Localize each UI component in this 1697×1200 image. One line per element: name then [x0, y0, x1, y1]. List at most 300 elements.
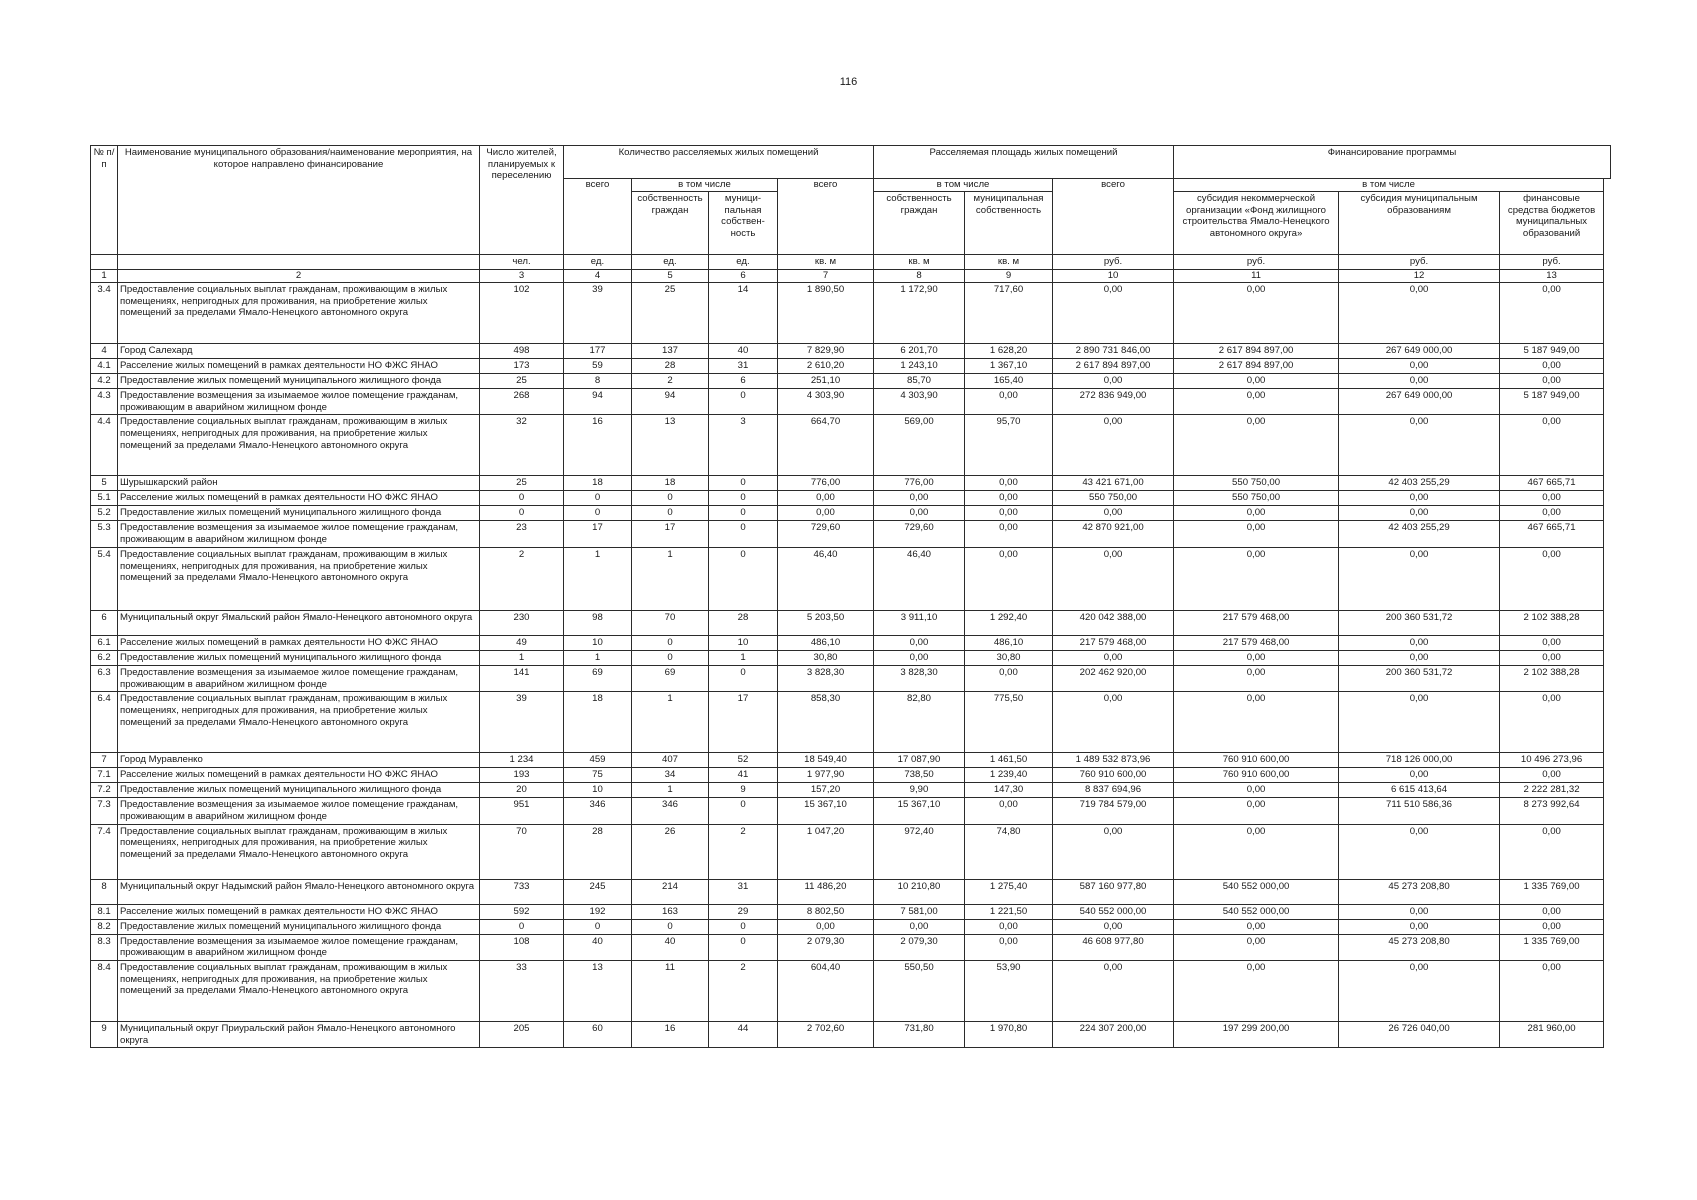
units-cell	[118, 255, 480, 270]
header-qty-own: собственность граждан	[632, 192, 709, 255]
row-value-cell: 550 750,00	[1174, 476, 1339, 491]
row-value-cell: 1 292,40	[965, 610, 1053, 635]
row-value-cell: 420 042 388,00	[1053, 610, 1174, 635]
row-value-cell: 165,40	[965, 374, 1053, 389]
header-name: Наименование муниципального образования/наименование мероприятия, на которое направлено финансирование	[118, 146, 480, 255]
row-name-cell: Предоставление возмещения за изымаемое жилое помещение гражданам, проживающим в аварийном жилищном фонде	[118, 934, 480, 960]
row-number-cell: 5.2	[91, 506, 118, 521]
row-value-cell: 467 665,71	[1500, 521, 1604, 547]
row-value-cell: 53,90	[965, 961, 1053, 1022]
row-value-cell: 23	[480, 521, 564, 547]
header-num: № п/п	[91, 146, 118, 255]
row-name-cell: Предоставление жилых помещений муниципального жилищного фонда	[118, 783, 480, 798]
row-number-cell: 8	[91, 879, 118, 904]
row-value-cell: 0	[564, 919, 632, 934]
col-number: 11	[1174, 270, 1339, 283]
row-value-cell: 26	[632, 824, 709, 879]
row-value-cell: 2 079,30	[874, 934, 965, 960]
row-value-cell: 39	[480, 692, 564, 753]
row-value-cell: 604,40	[778, 961, 874, 1022]
row-number-cell: 4	[91, 344, 118, 359]
row-value-cell: 1 367,10	[965, 359, 1053, 374]
row-value-cell: 200 360 531,72	[1339, 665, 1500, 691]
row-value-cell: 31	[709, 359, 778, 374]
row-value-cell: 40	[709, 344, 778, 359]
row-value-cell: 16	[632, 1022, 709, 1048]
row-value-cell: 0,00	[1174, 547, 1339, 610]
row-value-cell: 6 201,70	[874, 344, 965, 359]
table-row	[91, 904, 1611, 919]
row-value-cell: 1	[480, 650, 564, 665]
header-area-mun: муниципальная собственность	[965, 192, 1053, 255]
row-value-cell: 177	[564, 344, 632, 359]
row-value-cell: 0,00	[965, 934, 1053, 960]
row-value-cell: 8	[564, 374, 632, 389]
row-value-cell: 733	[480, 879, 564, 904]
row-number-cell: 8.1	[91, 904, 118, 919]
row-value-cell: 0	[632, 491, 709, 506]
row-value-cell: 0,00	[965, 476, 1053, 491]
table-row	[91, 415, 1611, 476]
row-value-cell: 3	[709, 415, 778, 476]
row-number-cell: 6.1	[91, 635, 118, 650]
row-value-cell: 17	[632, 521, 709, 547]
row-value-cell: 0,00	[1339, 547, 1500, 610]
row-value-cell: 205	[480, 1022, 564, 1048]
row-value-cell: 40	[564, 934, 632, 960]
row-value-cell: 1 172,90	[874, 283, 965, 344]
row-value-cell: 3 911,10	[874, 610, 965, 635]
row-value-cell: 1	[564, 650, 632, 665]
row-value-cell: 18	[632, 476, 709, 491]
row-name-cell: Предоставление социальных выплат гражданам, проживающим в жилых помещениях, непригодных для проживания, на приобретение жилых помещений за пределами Ямало-Ненецкого автономного округа	[118, 692, 480, 753]
row-value-cell: 0,00	[1053, 283, 1174, 344]
row-value-cell: 0,00	[874, 650, 965, 665]
table-row	[91, 389, 1611, 415]
row-value-cell: 0,00	[778, 491, 874, 506]
row-value-cell: 0,00	[1339, 650, 1500, 665]
row-value-cell: 0,00	[1500, 359, 1604, 374]
row-value-cell: 45 273 208,80	[1339, 934, 1500, 960]
row-value-cell: 2	[709, 961, 778, 1022]
row-value-cell: 1 335 769,00	[1500, 934, 1604, 960]
row-value-cell: 0,00	[778, 506, 874, 521]
row-value-cell: 738,50	[874, 768, 965, 783]
row-number-cell: 8.4	[91, 961, 118, 1022]
table-row	[91, 650, 1611, 665]
row-value-cell: 0,00	[1174, 374, 1339, 389]
row-value-cell: 147,30	[965, 783, 1053, 798]
unit-cell: руб.	[1500, 255, 1604, 270]
col-number: 13	[1500, 270, 1604, 283]
row-number-cell: 7.3	[91, 798, 118, 824]
row-number-cell: 6.2	[91, 650, 118, 665]
row-name-cell: Расселение жилых помещений в рамках деятельности НО ФЖС ЯНАО	[118, 768, 480, 783]
row-value-cell: 8 273 992,64	[1500, 798, 1604, 824]
row-value-cell: 0	[709, 547, 778, 610]
row-value-cell: 0,00	[1500, 491, 1604, 506]
col-number: 10	[1053, 270, 1174, 283]
table-row	[91, 359, 1611, 374]
row-value-cell: 972,40	[874, 824, 965, 879]
unit-cell: руб.	[1174, 255, 1339, 270]
row-value-cell: 0,00	[1500, 415, 1604, 476]
row-value-cell: 46,40	[778, 547, 874, 610]
row-value-cell: 108	[480, 934, 564, 960]
col-number: 5	[632, 270, 709, 283]
row-number-cell: 6.4	[91, 692, 118, 753]
row-value-cell: 0,00	[1500, 824, 1604, 879]
row-number-cell: 8.2	[91, 919, 118, 934]
table-row	[91, 824, 1611, 879]
row-value-cell: 2	[632, 374, 709, 389]
row-value-cell: 15 367,10	[778, 798, 874, 824]
col-number: 4	[564, 270, 632, 283]
row-value-cell: 95,70	[965, 415, 1053, 476]
row-value-cell: 49	[480, 635, 564, 650]
row-value-cell: 10	[564, 635, 632, 650]
row-value-cell: 711 510 586,36	[1339, 798, 1500, 824]
row-value-cell: 592	[480, 904, 564, 919]
row-number-cell: 8.3	[91, 934, 118, 960]
row-name-cell: Предоставление возмещения за изымаемое жилое помещение гражданам, проживающим в аварийном жилищном фонде	[118, 389, 480, 415]
row-value-cell: 42 870 921,00	[1053, 521, 1174, 547]
row-name-cell: Предоставление жилых помещений муниципального жилищного фонда	[118, 650, 480, 665]
row-value-cell: 5 187 949,00	[1500, 344, 1604, 359]
row-value-cell: 775,50	[965, 692, 1053, 753]
row-value-cell: 163	[632, 904, 709, 919]
row-name-cell: Предоставление социальных выплат гражданам, проживающим в жилых помещениях, непригодных для проживания, на приобретение жилых помещений за пределами Ямало-Ненецкого автономного округа	[118, 824, 480, 879]
row-value-cell: 0,00	[1339, 692, 1500, 753]
row-value-cell: 98	[564, 610, 632, 635]
row-value-cell: 0,00	[965, 491, 1053, 506]
row-value-cell: 0	[632, 635, 709, 650]
row-value-cell: 0,00	[1174, 665, 1339, 691]
row-value-cell: 44	[709, 1022, 778, 1048]
row-value-cell: 224 307 200,00	[1053, 1022, 1174, 1048]
row-value-cell: 30,80	[778, 650, 874, 665]
row-value-cell: 459	[564, 753, 632, 768]
row-value-cell: 14	[709, 283, 778, 344]
row-value-cell: 760 910 600,00	[1053, 768, 1174, 783]
row-value-cell: 17	[709, 692, 778, 753]
row-value-cell: 407	[632, 753, 709, 768]
units-row	[91, 255, 1611, 270]
header-fin-incl: в том числе	[1174, 179, 1604, 192]
header-area-incl: в том числе	[874, 179, 1053, 192]
col-number: 8	[874, 270, 965, 283]
header-fin-total: всего	[1053, 179, 1174, 255]
row-name-cell: Город Салехард	[118, 344, 480, 359]
row-number-cell: 5.3	[91, 521, 118, 547]
row-value-cell: 760 910 600,00	[1174, 753, 1339, 768]
row-value-cell: 45 273 208,80	[1339, 879, 1500, 904]
table-row	[91, 665, 1611, 691]
row-name-cell: Предоставление социальных выплат гражданам, проживающим в жилых помещениях, непригодных для проживания, на приобретение жилых помещений за пределами Ямало-Ненецкого автономного округа	[118, 547, 480, 610]
row-value-cell: 0,00	[1500, 506, 1604, 521]
row-value-cell: 540 552 000,00	[1174, 904, 1339, 919]
row-name-cell: Предоставление социальных выплат гражданам, проживающим в жилых помещениях, непригодных для проживания, на приобретение жилых помещений за пределами Ямало-Ненецкого автономного округа	[118, 415, 480, 476]
header-subsidy-fund: субсидия некоммерческой организации «Фонд жилищного строительства Ямало-Ненецкого автономного округа»	[1174, 192, 1339, 255]
row-value-cell: 0	[709, 389, 778, 415]
row-value-cell: 0,00	[1339, 824, 1500, 879]
row-value-cell: 0,00	[1339, 961, 1500, 1022]
row-value-cell: 0,00	[1053, 824, 1174, 879]
row-value-cell: 0,00	[1339, 919, 1500, 934]
row-value-cell: 26 726 040,00	[1339, 1022, 1500, 1048]
row-value-cell: 9	[709, 783, 778, 798]
row-value-cell: 2 617 894 897,00	[1053, 359, 1174, 374]
row-value-cell: 25	[480, 374, 564, 389]
row-value-cell: 0,00	[1339, 374, 1500, 389]
row-value-cell: 1 234	[480, 753, 564, 768]
table-row	[91, 753, 1611, 768]
row-value-cell: 2 102 388,28	[1500, 610, 1604, 635]
row-value-cell: 245	[564, 879, 632, 904]
row-number-cell: 4.3	[91, 389, 118, 415]
row-value-cell: 102	[480, 283, 564, 344]
row-value-cell: 760 910 600,00	[1174, 768, 1339, 783]
col-number: 7	[778, 270, 874, 283]
col-number: 2	[118, 270, 480, 283]
row-value-cell: 0,00	[1174, 798, 1339, 824]
col-number: 9	[965, 270, 1053, 283]
row-value-cell: 0,00	[1339, 635, 1500, 650]
table-row	[91, 961, 1611, 1022]
row-value-cell: 0	[709, 798, 778, 824]
row-value-cell: 2 617 894 897,00	[1174, 359, 1339, 374]
header-subsidy-mun: субсидия муниципальным образованиям	[1339, 192, 1500, 255]
row-value-cell: 0	[709, 521, 778, 547]
row-name-cell: Предоставление жилых помещений муниципального жилищного фонда	[118, 506, 480, 521]
table-row	[91, 768, 1611, 783]
row-value-cell: 2 702,60	[778, 1022, 874, 1048]
row-value-cell: 41	[709, 768, 778, 783]
col-number: 3	[480, 270, 564, 283]
row-value-cell: 28	[709, 610, 778, 635]
row-value-cell: 217 579 468,00	[1174, 635, 1339, 650]
row-value-cell: 0,00	[1053, 692, 1174, 753]
row-value-cell: 4 303,90	[778, 389, 874, 415]
table-row	[91, 919, 1611, 934]
row-value-cell: 60	[564, 1022, 632, 1048]
col-number: 1	[91, 270, 118, 283]
row-value-cell: 1	[632, 783, 709, 798]
row-value-cell: 0,00	[874, 506, 965, 521]
row-number-cell: 7	[91, 753, 118, 768]
row-value-cell: 0,00	[1174, 521, 1339, 547]
row-value-cell: 729,60	[778, 521, 874, 547]
row-value-cell: 0	[709, 506, 778, 521]
row-value-cell: 20	[480, 783, 564, 798]
row-value-cell: 0,00	[874, 491, 965, 506]
row-value-cell: 0	[480, 919, 564, 934]
row-value-cell: 28	[632, 359, 709, 374]
row-number-cell: 7.2	[91, 783, 118, 798]
row-value-cell: 217 579 468,00	[1053, 635, 1174, 650]
row-value-cell: 0	[709, 934, 778, 960]
row-number-cell: 5.4	[91, 547, 118, 610]
row-value-cell: 0,00	[1339, 415, 1500, 476]
row-value-cell: 2 890 731 846,00	[1053, 344, 1174, 359]
row-value-cell: 486,10	[778, 635, 874, 650]
row-value-cell: 0,00	[1339, 768, 1500, 783]
row-value-cell: 3 828,30	[778, 665, 874, 691]
row-value-cell: 2 222 281,32	[1500, 783, 1604, 798]
table-body	[91, 283, 1611, 1048]
row-value-cell: 550 750,00	[1053, 491, 1174, 506]
row-value-cell: 18	[564, 476, 632, 491]
row-number-cell: 4.4	[91, 415, 118, 476]
row-value-cell: 0,00	[778, 919, 874, 934]
header-qty-incl: в том числе	[632, 179, 778, 192]
row-value-cell: 0,00	[1174, 283, 1339, 344]
row-value-cell: 0,00	[965, 547, 1053, 610]
row-value-cell: 550 750,00	[1174, 491, 1339, 506]
page-number: 116	[839, 76, 858, 88]
row-value-cell: 0,00	[965, 919, 1053, 934]
row-value-cell: 16	[564, 415, 632, 476]
row-value-cell: 10	[709, 635, 778, 650]
unit-cell: руб.	[1053, 255, 1174, 270]
col-number: 12	[1339, 270, 1500, 283]
row-name-cell: Муниципальный округ Приуральский район Ямало-Ненецкого автономного округа	[118, 1022, 480, 1048]
row-value-cell: 0,00	[1053, 547, 1174, 610]
row-value-cell: 540 552 000,00	[1053, 904, 1174, 919]
row-value-cell: 2 102 388,28	[1500, 665, 1604, 691]
row-value-cell: 33	[480, 961, 564, 1022]
row-value-cell: 1	[632, 547, 709, 610]
row-value-cell: 192	[564, 904, 632, 919]
table-row	[91, 692, 1611, 753]
row-value-cell: 1 335 769,00	[1500, 879, 1604, 904]
row-value-cell: 0	[709, 665, 778, 691]
row-value-cell: 18 549,40	[778, 753, 874, 768]
unit-cell: ед.	[709, 255, 778, 270]
row-value-cell: 1 489 532 873,96	[1053, 753, 1174, 768]
header-fin-group: Финансирование программы	[1174, 146, 1611, 179]
unit-cell: чел.	[480, 255, 564, 270]
row-value-cell: 59	[564, 359, 632, 374]
row-value-cell: 137	[632, 344, 709, 359]
row-value-cell: 0	[564, 491, 632, 506]
row-value-cell: 69	[632, 665, 709, 691]
row-value-cell: 0,00	[1174, 506, 1339, 521]
row-value-cell: 75	[564, 768, 632, 783]
row-value-cell: 251,10	[778, 374, 874, 389]
row-value-cell: 0,00	[965, 389, 1053, 415]
row-value-cell: 0,00	[965, 798, 1053, 824]
unit-cell: ед.	[564, 255, 632, 270]
row-number-cell: 7.1	[91, 768, 118, 783]
row-name-cell: Предоставление возмещения за изымаемое жилое помещение гражданам, проживающим в аварийном жилищном фонде	[118, 798, 480, 824]
row-value-cell: 4 303,90	[874, 389, 965, 415]
header-residents: Число жителей, планируемых к переселению	[480, 146, 564, 255]
row-value-cell: 0,00	[1053, 919, 1174, 934]
row-value-cell: 569,00	[874, 415, 965, 476]
row-value-cell: 346	[632, 798, 709, 824]
table-row	[91, 879, 1611, 904]
row-name-cell: Расселение жилых помещений в рамках деятельности НО ФЖС ЯНАО	[118, 491, 480, 506]
row-value-cell: 0,00	[965, 506, 1053, 521]
row-value-cell: 776,00	[778, 476, 874, 491]
table-row	[91, 283, 1611, 344]
row-value-cell: 0	[480, 491, 564, 506]
row-value-cell: 267 649 000,00	[1339, 344, 1500, 359]
row-value-cell: 11	[632, 961, 709, 1022]
row-value-cell: 0,00	[965, 521, 1053, 547]
row-value-cell: 1 890,50	[778, 283, 874, 344]
program-table	[90, 145, 1611, 1048]
row-name-cell: Предоставление возмещения за изымаемое жилое помещение гражданам, проживающим в аварийном жилищном фонде	[118, 521, 480, 547]
row-value-cell: 10	[564, 783, 632, 798]
row-value-cell: 2 617 894 897,00	[1174, 344, 1339, 359]
row-value-cell: 8 837 694,96	[1053, 783, 1174, 798]
row-value-cell: 2	[709, 824, 778, 879]
row-value-cell: 1	[632, 692, 709, 753]
row-value-cell: 17 087,90	[874, 753, 965, 768]
row-value-cell: 18	[564, 692, 632, 753]
header-qty-total: всего	[564, 179, 632, 255]
row-value-cell: 498	[480, 344, 564, 359]
table-row	[91, 374, 1611, 389]
row-value-cell: 0,00	[1500, 374, 1604, 389]
table-row	[91, 476, 1611, 491]
header-qty-mun: муници-пальная собствен-ность	[709, 192, 778, 255]
row-value-cell: 2 079,30	[778, 934, 874, 960]
row-value-cell: 718 126 000,00	[1339, 753, 1500, 768]
row-value-cell: 5 203,50	[778, 610, 874, 635]
row-value-cell: 15 367,10	[874, 798, 965, 824]
row-value-cell: 3 828,30	[874, 665, 965, 691]
row-value-cell: 1 977,90	[778, 768, 874, 783]
row-value-cell: 217 579 468,00	[1174, 610, 1339, 635]
row-value-cell: 268	[480, 389, 564, 415]
row-value-cell: 1	[709, 650, 778, 665]
row-value-cell: 587 160 977,80	[1053, 879, 1174, 904]
row-value-cell: 729,60	[874, 521, 965, 547]
row-value-cell: 0	[480, 506, 564, 521]
table-row	[91, 798, 1611, 824]
unit-cell: руб.	[1339, 255, 1500, 270]
row-value-cell: 230	[480, 610, 564, 635]
row-value-cell: 32	[480, 415, 564, 476]
row-value-cell: 0,00	[1053, 506, 1174, 521]
row-value-cell: 0	[709, 491, 778, 506]
row-number-cell: 6	[91, 610, 118, 635]
row-value-cell: 28	[564, 824, 632, 879]
table-row	[91, 635, 1611, 650]
row-name-cell: Город Муравленко	[118, 753, 480, 768]
row-value-cell: 85,70	[874, 374, 965, 389]
row-name-cell: Расселение жилых помещений в рамках деятельности НО ФЖС ЯНАО	[118, 904, 480, 919]
row-value-cell: 0	[632, 919, 709, 934]
row-value-cell: 0,00	[1500, 692, 1604, 753]
row-value-cell: 40	[632, 934, 709, 960]
row-value-cell: 25	[632, 283, 709, 344]
row-name-cell: Муниципальный округ Надымский район Ямало-Ненецкого автономного округа	[118, 879, 480, 904]
row-value-cell: 0,00	[1500, 635, 1604, 650]
row-name-cell: Предоставление возмещения за изымаемое жилое помещение гражданам, проживающим в аварийном жилищном фонде	[118, 665, 480, 691]
row-value-cell: 0,00	[1174, 919, 1339, 934]
row-value-cell: 197 299 200,00	[1174, 1022, 1339, 1048]
row-value-cell: 0	[564, 506, 632, 521]
row-name-cell: Предоставление социальных выплат гражданам, проживающим в жилых помещениях, непригодных для проживания, на приобретение жилых помещений за пределами Ямало-Ненецкого автономного округа	[118, 961, 480, 1022]
row-value-cell: 717,60	[965, 283, 1053, 344]
row-value-cell: 34	[632, 768, 709, 783]
row-value-cell: 1 275,40	[965, 879, 1053, 904]
row-value-cell: 267 649 000,00	[1339, 389, 1500, 415]
